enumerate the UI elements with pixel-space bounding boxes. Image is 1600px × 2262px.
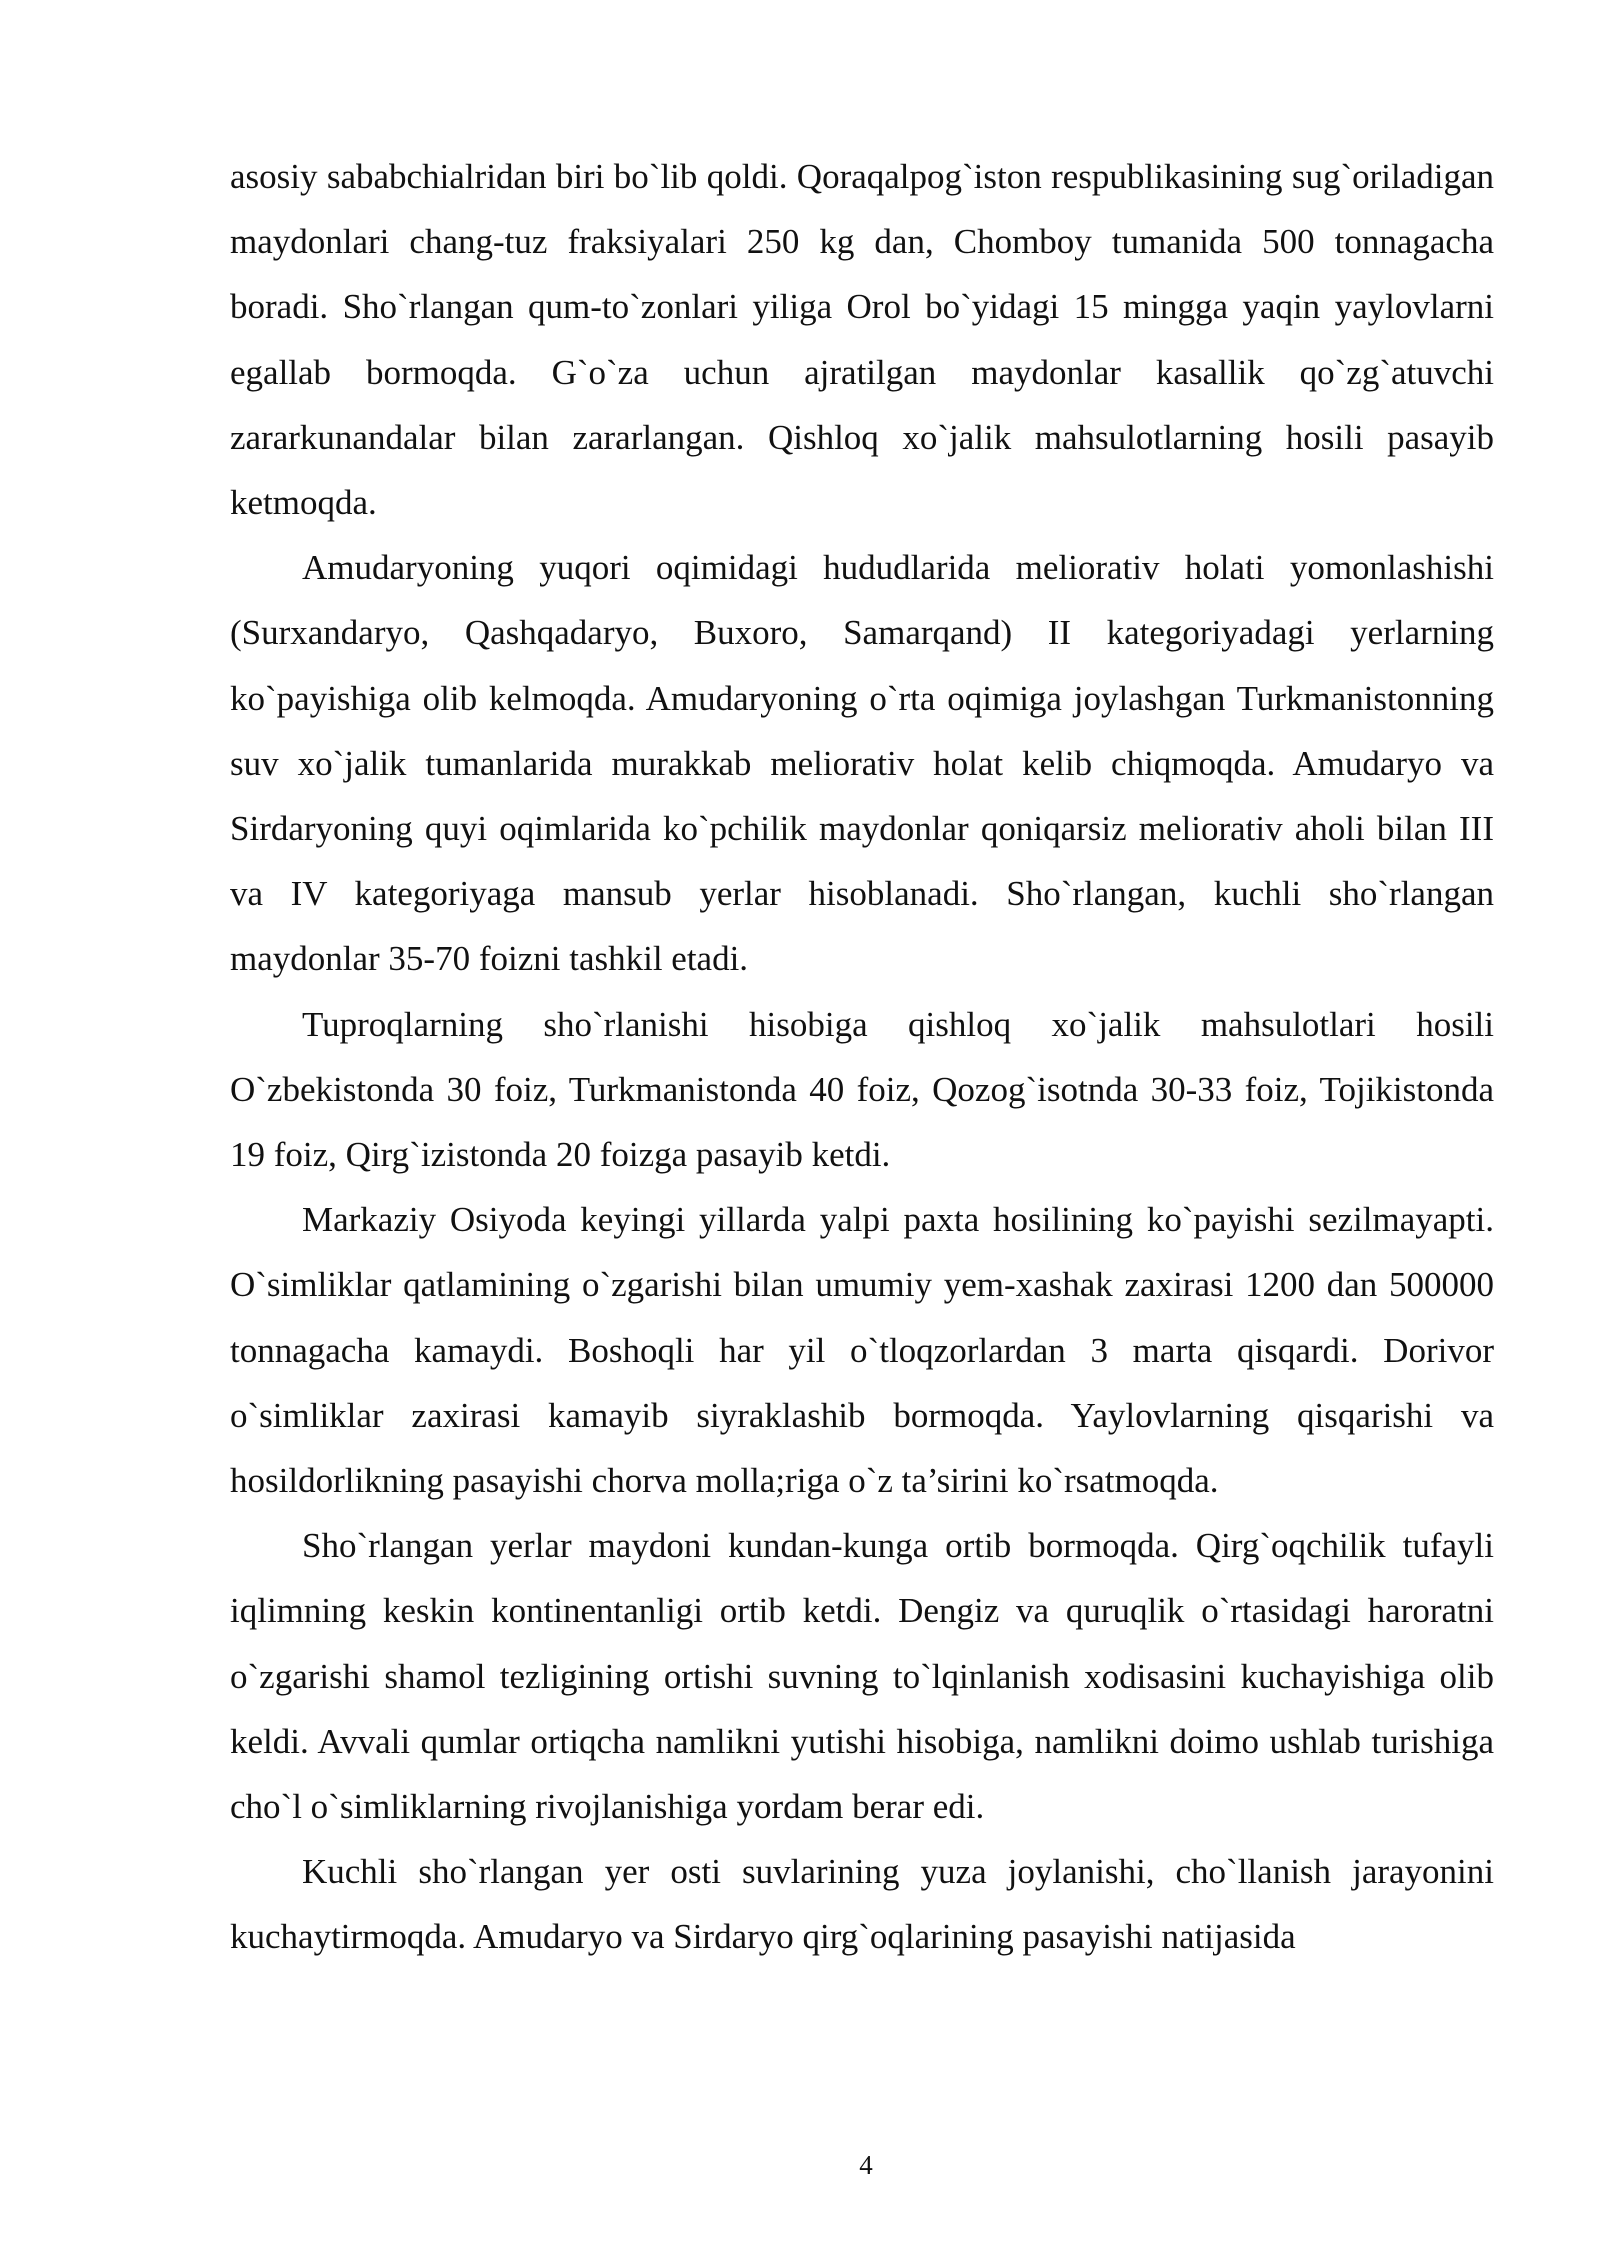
paragraph-continuation: asosiy sababchialridan biri bo`lib qoldi. Qoraqalpog`iston respublikasining sug`oriladigan maydonlari chang-tuz fraksiyalari 250 kg dan, Chomboy tumanida 500 tonnagacha boradi. Sho`rlangan qum-to`zonlari yiliga Orol bo`yidagi 15 mingga yaqin yaylovlarni egallab bormoqda. G`o`za uchun ajratilgan maydonlar kasallik qo`zg`atuvchi zararkunandalar bilan zararlangan. Qishloq xo`jalik mahsulotlarning hosili pasayib ketmoqda.: [230, 157, 1494, 523]
paragraph-saline-lands: Sho`rlangan yerlar maydoni kundan-kunga ortib bormoqda. Qirg`oqchilik tufayli iqlimning keskin kontinentanligi ortib ketdi. Dengiz va quruqlik o`rtasidagi haroratni o`zgarishi shamol tezligining ortishi suvning to`lqinlanish xodisasini kuchayishiga olib keldi. Avvali qumlar ortiqcha namlikni yutishi hisobiga, namlikni doimo ushlab turishiga cho`l o`simliklarning rivojlanishiga yordam berar edi.: [230, 1526, 1494, 1827]
body-text: [230, 144, 1494, 1970]
page-number: 4: [859, 2150, 873, 2180]
paragraph-soil-salinization: Tuproqlarning sho`rlanishi hisobiga qishloq xo`jalik mahsulotlari hosili O`zbekistonda 30 foiz, Turkmanistonda 40 foiz, Qozog`isotnda 30-33 foiz, Tojikistonda 19 foiz, Qirg`izistonda 20 foizga pasayib ketdi.: [230, 1004, 1494, 1175]
paragraph-amudaryo-upper: Amudaryoning yuqori oqimidagi hududlarida meliorativ holati yomonlashishi (Surxandaryo, Qashqadaryo, Buxoro, Samarqand) II kategoriyadagi yerlarning ko`payishiga olib kelmoqda. Amudaryoning o`rta oqimiga joylashgan Turkmanistonning suv xo`jalik tumanlarida murakkab meliorativ holat kelib chiqmoqda. Amudaryo va Sirdaryoning quyi oqimlarida ko`pchilik maydonlar qoniqarsiz meliorativ aholi bilan III va IV kategoriyaga mansub yerlar hisoblanadi. Sho`rlangan, kuchli sho`rlangan maydonlar 35-70 foizni tashkil etadi.: [230, 548, 1494, 979]
paragraph-groundwater: Kuchli sho`rlangan yer osti suvlarining yuza joylanishi, cho`llanish jarayonini kuchaytirmoqda. Amudaryo va Sirdaryo qirg`oqlarining pasayishi natijasida: [230, 1852, 1494, 1957]
paragraph-central-asia-cotton: Markaziy Osiyoda keyingi yillarda yalpi paxta hosilining ko`payishi sezilmayapti. O`simliklar qatlamining o`zgarishi bilan umumiy yem-xashak zaxirasi 1200 dan 500000 tonnagacha kamaydi. Boshoqli har yil o`tloqzorlardan 3 marta qisqardi. Dorivor o`simliklar zaxirasi kamayib siyraklashib bormoqda. Yaylovlarning qisqarishi va hosildorlikning pasayishi chorva molla;riga o`z ta’sirini ko`rsatmoqda.: [230, 1200, 1494, 1501]
